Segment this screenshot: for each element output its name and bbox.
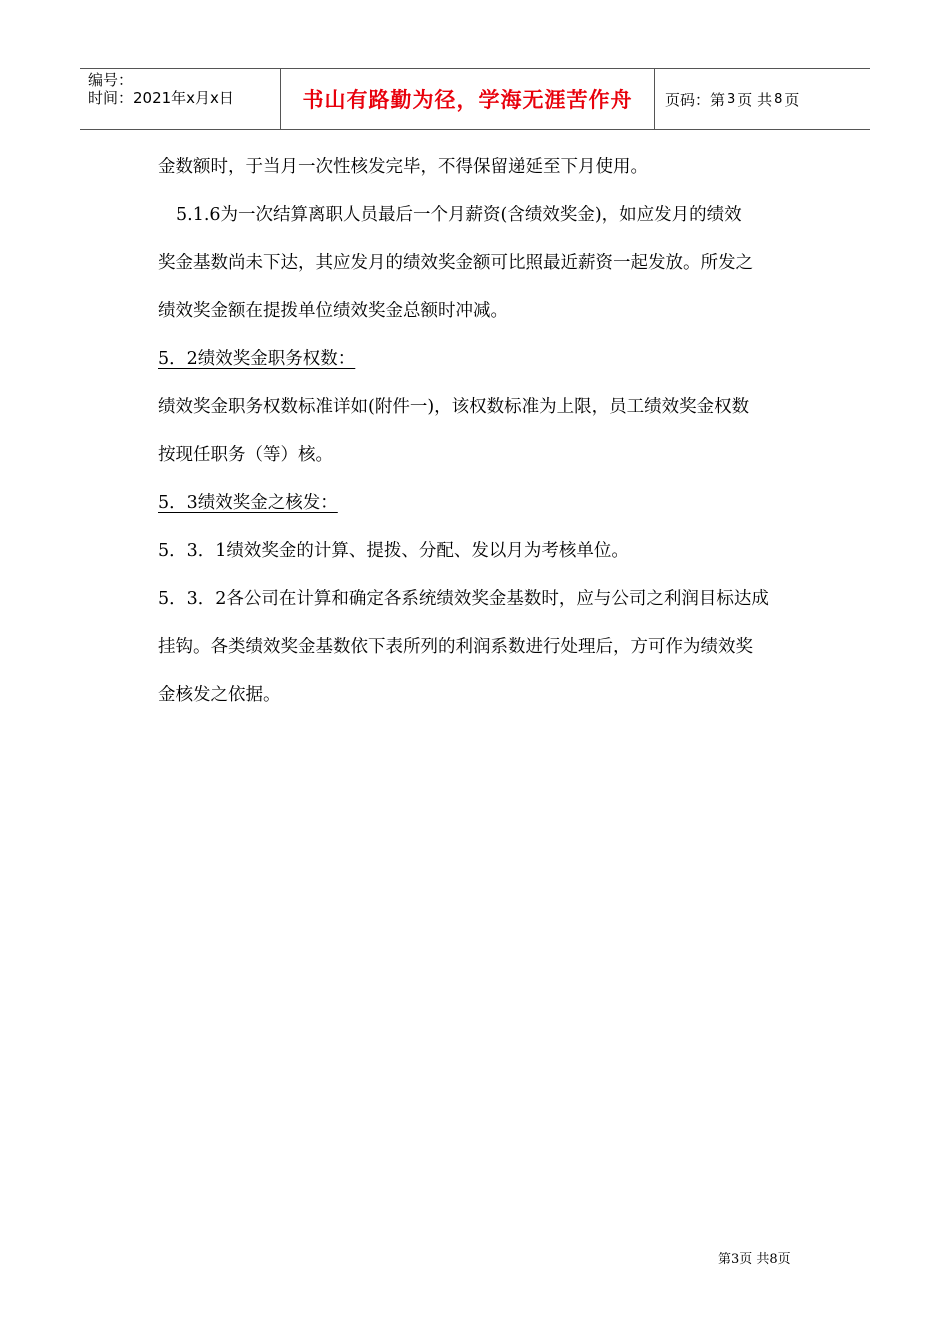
page-total: 8 [774, 91, 783, 107]
paragraph-line: 金数额时，于当月一次性核发完毕，不得保留递延至下月使用。 [158, 157, 648, 177]
document-body [158, 148, 818, 724]
paragraph-line: 挂钩。各类绩效奖金基数依下表所列的利润系数进行处理后，方可作为绩效奖 [158, 637, 753, 657]
header-info [80, 69, 281, 129]
paragraph-line: 奖金基数尚未下达，其应发月的绩效奖金额可比照最近薪资一起发放。所发之 [158, 253, 753, 273]
page-num: 3 [727, 91, 736, 107]
page-footer: 第3页 共8页 [718, 1252, 791, 1267]
number-label: 编号： [88, 71, 134, 89]
header-page-number [655, 69, 870, 129]
section-heading-5-3: 5．3绩效奖金之核发： [158, 493, 338, 513]
page-suffix: 页 [784, 90, 800, 109]
section-heading-5-2: 5．2绩效奖金职务权数： [158, 349, 356, 369]
page-header [80, 68, 870, 130]
header-motto: 书山有路勤为径，学海无涯苦作舟 [281, 69, 655, 129]
paragraph-line: 按现任职务（等）核。 [158, 445, 333, 465]
paragraph-line: 5．3．1绩效奖金的计算、提拨、分配、发以月为考核单位。 [158, 541, 629, 561]
paragraph-line: 绩效奖金职务权数标准详如(附件一)，该权数标准为上限，员工绩效奖金权数 [158, 397, 750, 417]
paragraph-line: 5．3．2各公司在计算和确定各系统绩效奖金基数时，应与公司之利润目标达成 [158, 589, 769, 609]
time-label: 时间：2021年x月x日 [88, 89, 234, 107]
paragraph-line: 绩效奖金额在提拨单位绩效奖金总额时冲减。 [158, 301, 508, 321]
paragraph-line: 5.1.6为一次结算离职人员最后一个月薪资(含绩效奖金)，如应发月的绩效 [176, 205, 742, 225]
paragraph-line: 金核发之依据。 [158, 685, 281, 705]
page-prefix: 页码：第 [665, 90, 726, 109]
page-mid: 页 共 [737, 90, 773, 109]
